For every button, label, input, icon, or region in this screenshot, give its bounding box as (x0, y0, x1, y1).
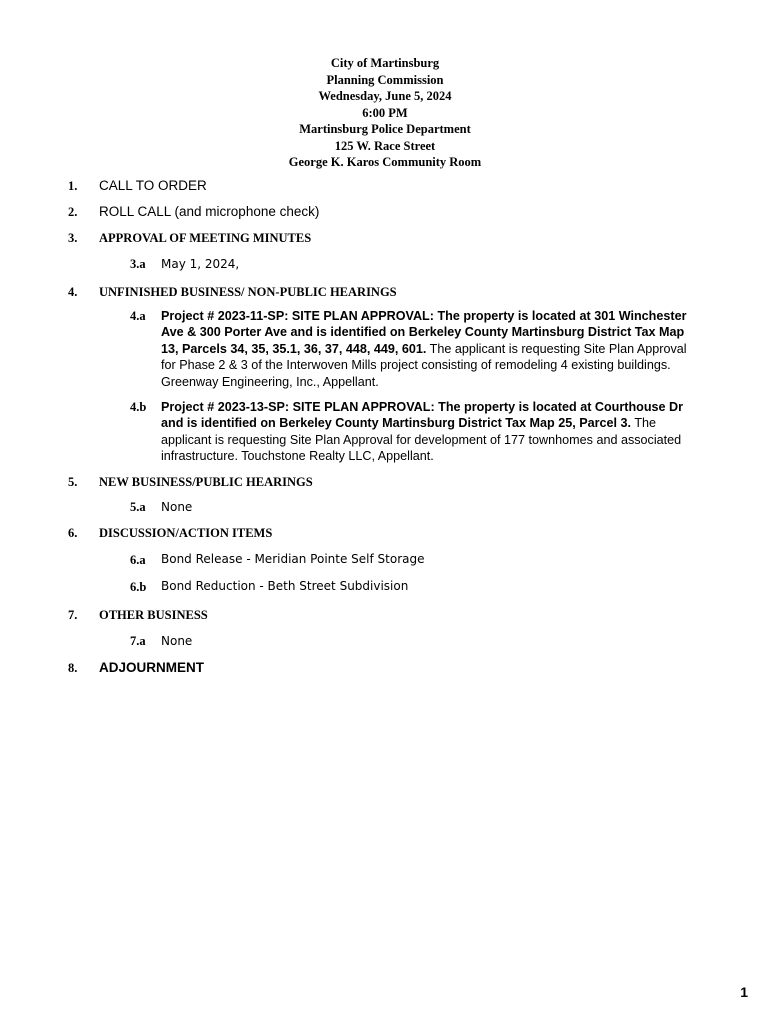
item-number: 6. (68, 526, 78, 540)
subitem-number: 4.b (130, 400, 147, 414)
header-city: City of Martinsburg (330, 56, 440, 70)
item-title-approval-minutes: APPROVAL OF MEETING MINUTES (99, 231, 312, 245)
subitem-number: 3.a (130, 257, 146, 271)
header-commission: Planning Commission (326, 72, 444, 87)
item-title-adjournment: ADJOURNMENT (99, 660, 205, 675)
item-title-other-business: OTHER BUSINESS (99, 608, 208, 622)
subitem-number: 5.a (130, 500, 146, 514)
item-title-call-to-order: CALL TO ORDER (99, 178, 207, 193)
project-heading: Project # 2023-11-SP: SITE PLAN APPROVAL: The property is located at 301 Winchester Ave & 300 Porter Ave and is identified on Berkeley County Martinsburg District Tax Map 13, Parcels 34, 35, 35.1, 36, 37, 448, 449, 601. (161, 309, 687, 356)
item-number: 5. (68, 475, 78, 489)
subitem-project-2023-11 (161, 308, 701, 390)
subitem-text: Bond Release - Meridian Pointe Self Storage (161, 552, 425, 566)
item-number: 1. (68, 179, 78, 193)
item-title-roll-call: ROLL CALL (and microphone check) (99, 204, 320, 219)
item-number: 3. (68, 231, 78, 245)
subitem-number: 4.a (130, 309, 146, 323)
item-title-discussion: DISCUSSION/ACTION ITEMS (99, 526, 273, 540)
subitem-text: May 1, 2024, (161, 257, 240, 271)
project-description: The applicant is requesting Site Plan Approval for Phase 2 & 3 of the Interwoven Mills project consisting of remodeling 4 existing buildings. Greenway Engineering, Inc., Appellant. (161, 341, 687, 389)
page-number: 1 (740, 984, 748, 1000)
item-number: 8. (68, 661, 78, 675)
subitem-text: Bond Reduction - Beth Street Subdivision (161, 579, 409, 593)
project-description: The applicant is requesting Site Plan Approval for development of 177 townhomes and associated infrastructure. Touchstone Realty LLC, Appellant. (161, 416, 682, 464)
header-room: George K. Karos Community Room (288, 155, 482, 169)
subitem-number: 6.a (130, 553, 146, 567)
item-number: 2. (68, 205, 78, 219)
subitem-number: 7.a (130, 634, 146, 648)
item-number: 4. (68, 285, 78, 299)
header-venue: Martinsburg Police Department (299, 122, 471, 136)
subitem-text: None (161, 500, 193, 514)
header-time: 6:00 PM (362, 105, 408, 120)
item-title-unfinished-business: UNFINISHED BUSINESS/ NON-PUBLIC HEARINGS (99, 285, 397, 299)
project-heading: Project # 2023-13-SP: SITE PLAN APPROVAL: The property is located at Courthouse Dr and is identified on Berkeley County Martinsburg District Tax Map 25, Parcel 3. (161, 400, 684, 431)
item-number: 7. (68, 608, 78, 622)
item-title-new-business: NEW BUSINESS/PUBLIC HEARINGS (99, 475, 313, 489)
subitem-number: 6.b (130, 580, 147, 594)
meeting-header (0, 55, 770, 171)
subitem-text: None (161, 634, 193, 648)
subitem-project-2023-13 (161, 399, 701, 465)
header-address: 125 W. Race Street (334, 138, 436, 153)
header-date: Wednesday, June 5, 2024 (318, 89, 452, 103)
